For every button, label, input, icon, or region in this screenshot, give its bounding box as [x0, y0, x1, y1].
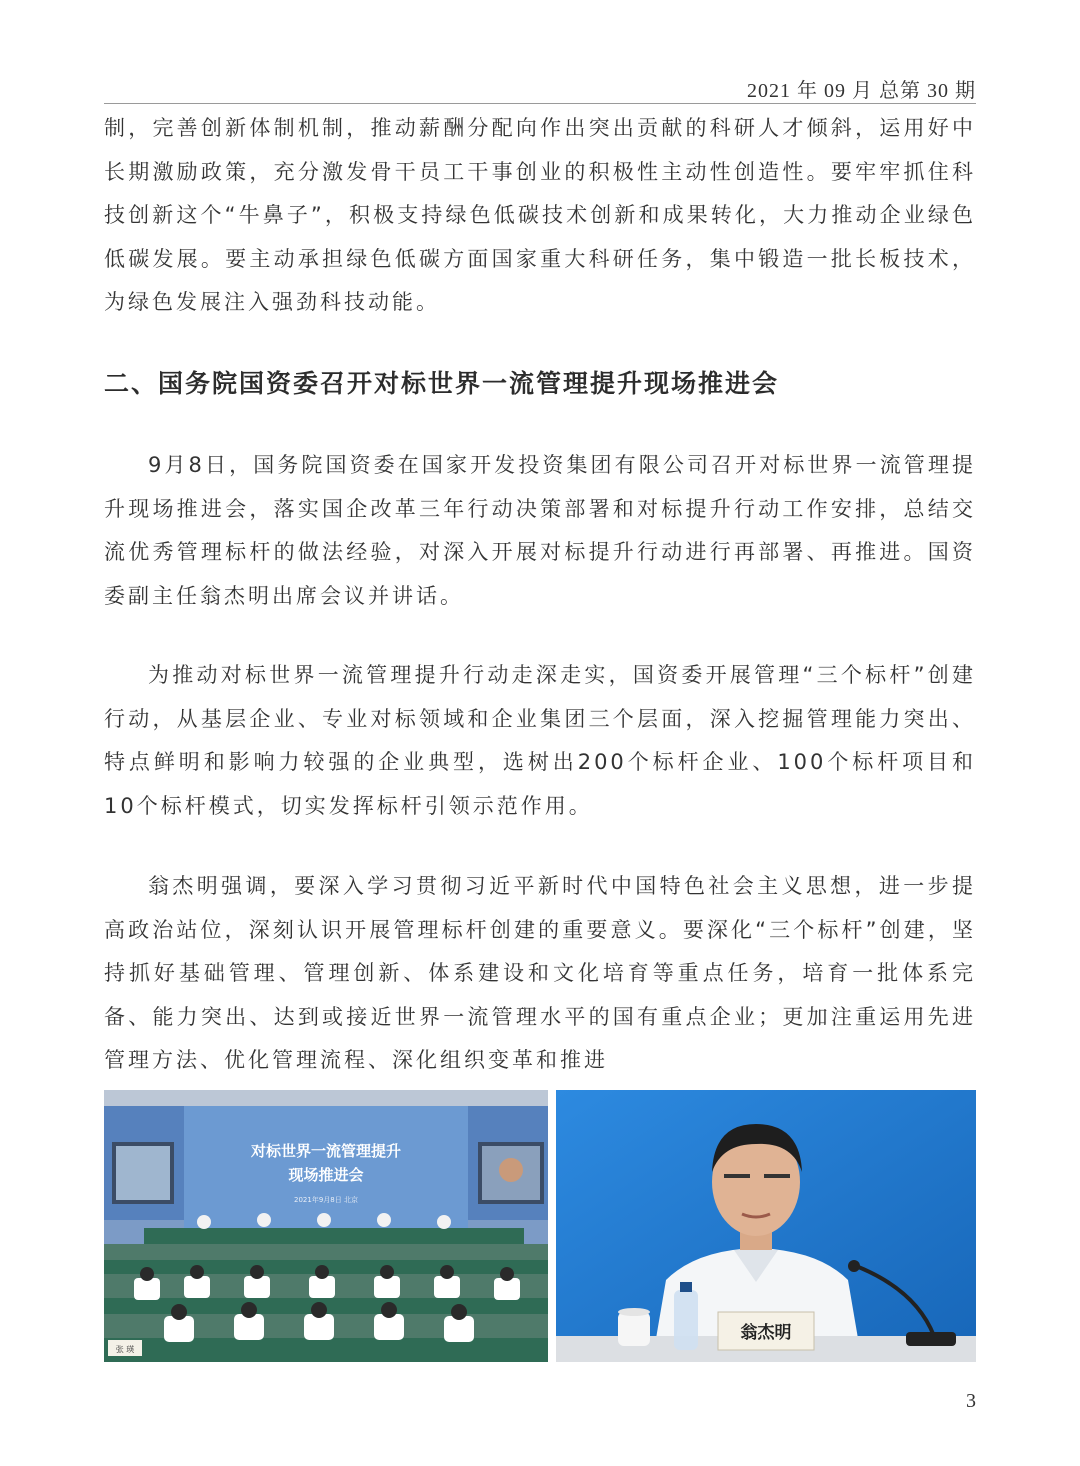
name-card: 张 瑛: [115, 1345, 135, 1354]
header-divider: [104, 103, 976, 104]
meeting-hall-photo: [104, 1090, 548, 1362]
paragraph-continued: 制，完善创新体制机制，推动薪酬分配向作出突出贡献的科研人才倾斜，运用好中长期激励政策，充分激发骨干员工干事创业的积极性主动性创造性。要牢牢抓住科技创新这个“牛鼻子”，积极支持绿色低碳技术创新和成果转化，大力推动企业绿色低碳发展。要主动承担绿色低碳方面国家重大科研任务，集中锻造一批长板技术，为绿色发展注入强劲科技动能。: [104, 116, 976, 314]
issue-header: 2021 年 09 月 总第 30 期: [747, 80, 976, 102]
paragraph-benchmark: 为推动对标世界一流管理提升行动走深走实，国资委开展管理“三个标杆”创建行动，从基层企业、专业对标领域和企业集团三个层面，深入挖掘管理能力突出、特点鲜明和影响力较强的企业典型，选树出200个标杆企业、100个标杆项目和10个标杆模式，切实发挥标杆引领示范作用。: [104, 663, 976, 818]
section-heading: 二、国务院国资委召开对标世界一流管理提升现场推进会: [104, 369, 780, 398]
paragraph-meeting: 9月8日，国务院国资委在国家开发投资集团有限公司召开对标世界一流管理提升现场推进会，落实国企改革三年行动决策部署和对标提升行动工作安排，总结交流优秀管理标杆的做法经验，对深入开展对标提升行动进行再部署、再推进。国资委副主任翁杰明出席会议并讲话。: [104, 453, 976, 608]
screen-title-line2: 现场推进会: [288, 1166, 364, 1184]
screen-date: 2021年9月8日 北京: [294, 1196, 358, 1204]
paragraph-speech: 翁杰明强调，要深入学习贯彻习近平新时代中国特色社会主义思想，进一步提高政治站位，深刻认识开展管理标杆创建的重要意义。要深化“三个标杆”创建，坚持抓好基础管理、管理创新、体系建设和文化培育等重点任务，培育一批体系完备、能力突出、达到或接近世界一流管理水平的国有重点企业；更加注重运用先进管理方法、优化管理流程、深化组织变革和推进: [104, 874, 976, 1072]
page-number: 3: [966, 1390, 976, 1412]
name-plate: 翁杰明: [740, 1323, 792, 1343]
speaker-photo: [556, 1090, 976, 1362]
screen-title-line1: 对标世界一流管理提升: [250, 1142, 402, 1160]
